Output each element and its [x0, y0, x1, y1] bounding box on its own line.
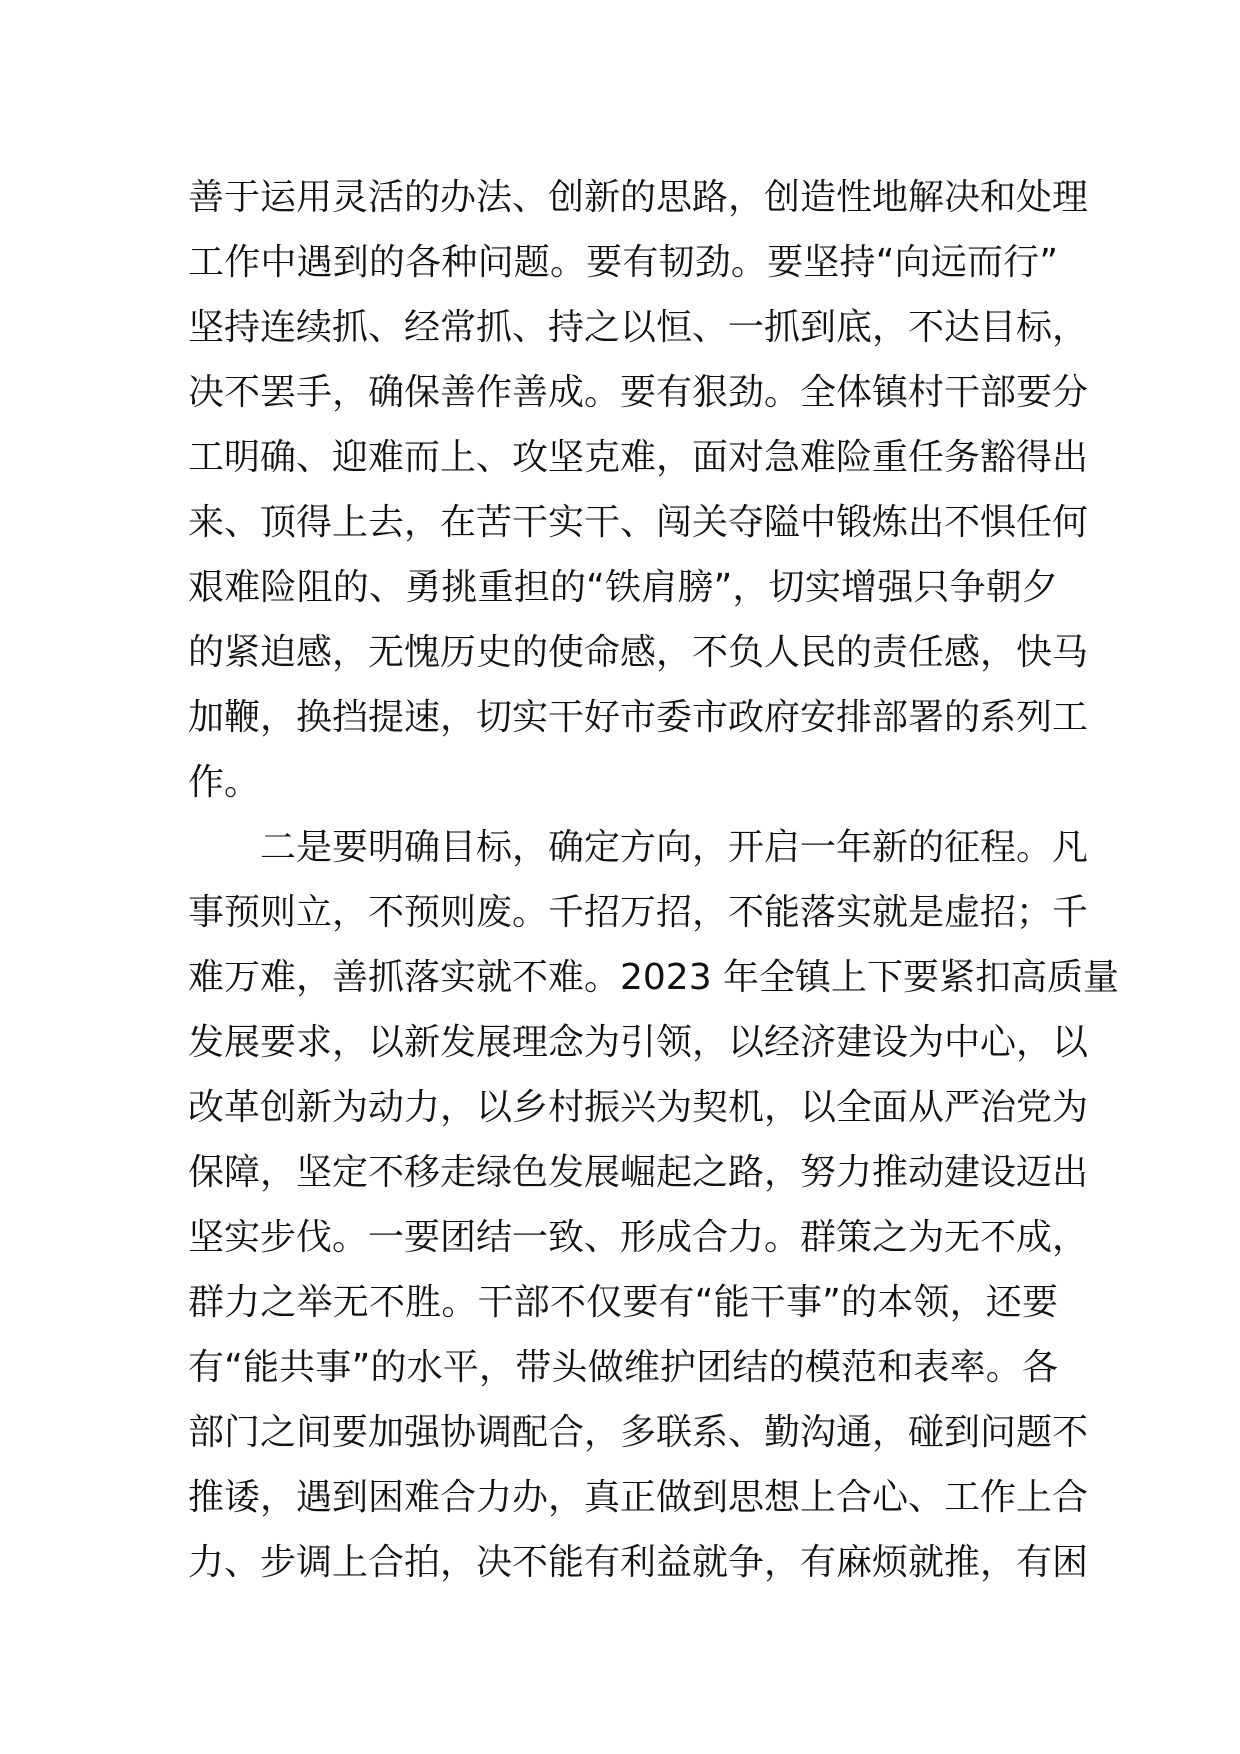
text-line: 决不罢手，确保善作善成。要有狠劲。全体镇村干部要分	[188, 372, 1089, 413]
text-line: 二是要明确目标，确定方向，开启一年新的征程。凡	[260, 827, 1089, 868]
text-line: 有“能共事”的水平，带头做维护团结的模范和表率。各	[188, 1347, 1058, 1388]
text-line: 力、步调上合拍，决不能有利益就争，有麻烦就推，有困	[188, 1542, 1089, 1583]
paragraph-1	[188, 165, 1089, 815]
body-text	[188, 165, 1120, 1595]
text-line: 推诿，遇到困难合力办，真正做到思想上合心、工作上合	[188, 1477, 1089, 1518]
text-line: 部门之间要加强协调配合，多联系、勤沟通，碰到问题不	[188, 1412, 1089, 1453]
text-line: 坚持连续抓、经常抓、持之以恒、一抓到底，不达目标，	[188, 307, 1089, 348]
text-line: 的紧迫感，无愧历史的使命感，不负人民的责任感，快马	[188, 632, 1089, 673]
text-line: 作。	[188, 762, 261, 803]
text-line: 加鞭，换挡提速，切实干好市委市政府安排部署的系列工	[188, 697, 1089, 738]
paragraph-2	[188, 815, 1120, 1595]
text-line: 善于运用灵活的办法、创新的思路，创造性地解决和处理	[188, 177, 1089, 218]
text-line: 艰难险阻的、勇挑重担的“铁肩膀”，切实增强只争朝夕	[188, 567, 1058, 608]
text-line: 事预则立，不预则废。千招万招，不能落实就是虚招；千	[188, 892, 1089, 933]
text-line: 群力之举无不胜。干部不仅要有“能干事”的本领，还要	[188, 1282, 1058, 1323]
text-line: 坚实步伐。一要团结一致、形成合力。群策之为无不成，	[188, 1217, 1089, 1258]
text-line: 难万难，善抓落实就不难。2023 年全镇上下要紧扣高质量	[188, 957, 1120, 998]
text-line: 工明确、迎难而上、攻坚克难，面对急难险重任务豁得出	[188, 437, 1089, 478]
text-line: 保障，坚定不移走绿色发展崛起之路，努力推动建设迈出	[188, 1152, 1089, 1193]
text-line: 发展要求，以新发展理念为引领，以经济建设为中心，以	[188, 1022, 1089, 1063]
text-line: 工作中遇到的各种问题。要有韧劲。要坚持“向远而行”	[188, 242, 1058, 283]
text-line: 来、顶得上去，在苦干实干、闯关夺隘中锻炼出不惧任何	[188, 502, 1089, 543]
text-line: 改革创新为动力，以乡村振兴为契机，以全面从严治党为	[188, 1087, 1089, 1128]
